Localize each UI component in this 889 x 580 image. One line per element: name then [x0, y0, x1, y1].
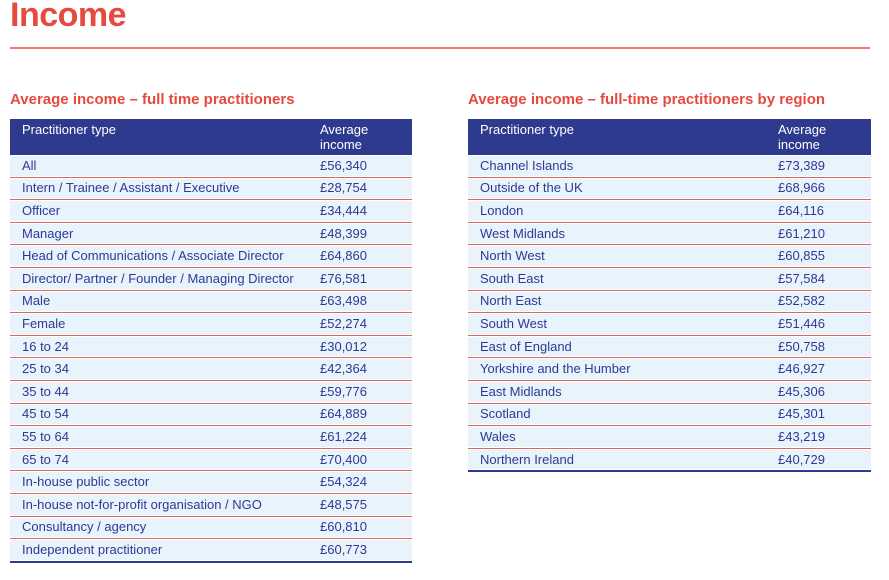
- row-practitioner-type: All: [22, 157, 37, 173]
- row-practitioner-type: In-house not-for-profit organisation / NGO: [22, 496, 262, 512]
- row-average-income: £28,754: [320, 180, 367, 196]
- row-practitioner-type: Independent practitioner: [22, 541, 163, 557]
- row-average-income: £54,324: [320, 474, 367, 490]
- table-row: [10, 199, 412, 222]
- row-average-income: £64,116: [778, 202, 825, 218]
- table-row: [10, 448, 412, 471]
- row-average-income: £60,810: [320, 519, 367, 535]
- table-row: [10, 403, 412, 426]
- table-row: [10, 267, 412, 290]
- row-practitioner-type: Scotland: [480, 406, 531, 422]
- row-practitioner-type: North West: [480, 248, 545, 264]
- row-practitioner-type: Outside of the UK: [480, 180, 583, 196]
- row-practitioner-type: Intern / Trainee / Assistant / Executive: [22, 180, 240, 196]
- table-row: [10, 425, 412, 448]
- table-row: [10, 538, 412, 561]
- row-practitioner-type: Head of Communications / Associate Director: [22, 248, 284, 264]
- row-average-income: £64,860: [320, 248, 367, 264]
- row-practitioner-type: 35 to 44: [22, 383, 69, 399]
- table-row: [10, 470, 412, 493]
- row-average-income: £68,966: [778, 180, 825, 196]
- row-practitioner-type: Manager: [22, 225, 74, 241]
- income-table-by-region: [468, 119, 871, 472]
- row-average-income: £70,400: [320, 451, 367, 467]
- row-average-income: £76,581: [320, 270, 367, 286]
- row-average-income: £64,889: [320, 406, 367, 422]
- row-average-income: £48,575: [320, 496, 367, 512]
- row-practitioner-type: In-house public sector: [22, 474, 150, 490]
- table-row: [468, 290, 871, 313]
- row-average-income: £48,399: [320, 225, 367, 241]
- table-row: [10, 177, 412, 200]
- income-table-practitioners: [10, 119, 412, 563]
- table-row: [10, 312, 412, 335]
- row-practitioner-type: South East: [480, 270, 544, 286]
- page-title: Income: [10, 0, 127, 34]
- table-row: [10, 493, 412, 516]
- row-practitioner-type: Officer: [22, 202, 61, 218]
- table-row: [468, 177, 871, 200]
- table-row: [10, 335, 412, 358]
- table-row: [468, 155, 871, 177]
- row-average-income: £45,301: [778, 406, 825, 422]
- row-practitioner-type: 55 to 64: [22, 428, 69, 444]
- section-practitioners-by-region: [468, 92, 871, 472]
- table-row: [10, 155, 412, 177]
- column-header-average-income: Average income: [320, 122, 369, 152]
- row-practitioner-type: Male: [22, 293, 51, 309]
- row-average-income: £52,274: [320, 315, 367, 331]
- table-row: [468, 244, 871, 267]
- table-row: [10, 222, 412, 245]
- row-average-income: £63,498: [320, 293, 367, 309]
- table-row: [10, 516, 412, 539]
- row-practitioner-type: 65 to 74: [22, 451, 69, 467]
- row-average-income: £34,444: [320, 202, 367, 218]
- table-row: [468, 357, 871, 380]
- row-practitioner-type: South West: [480, 315, 547, 331]
- row-average-income: £52,582: [778, 293, 825, 309]
- table-row: [468, 425, 871, 448]
- section-title-practitioners: Average income – full time practitioners: [10, 91, 295, 108]
- row-practitioner-type: Channel Islands: [480, 157, 574, 173]
- row-practitioner-type: Northern Ireland: [480, 451, 574, 467]
- table-row: [10, 357, 412, 380]
- row-average-income: £51,446: [778, 315, 825, 331]
- table-row: [10, 244, 412, 267]
- row-practitioner-type: Female: [22, 315, 66, 331]
- row-average-income: £59,776: [320, 383, 367, 399]
- row-average-income: £45,306: [778, 383, 825, 399]
- row-average-income: £61,224: [320, 428, 367, 444]
- table-row: [10, 380, 412, 403]
- row-practitioner-type: Wales: [480, 428, 516, 444]
- row-average-income: £57,584: [778, 270, 825, 286]
- column-header-average-income: Average income: [778, 122, 827, 152]
- row-practitioner-type: East Midlands: [480, 383, 562, 399]
- table-body: [468, 155, 871, 470]
- row-practitioner-type: 45 to 54: [22, 406, 69, 422]
- row-practitioner-type: North East: [480, 293, 542, 309]
- row-practitioner-type: Yorkshire and the Humber: [480, 361, 631, 377]
- table-row: [468, 448, 871, 471]
- row-practitioner-type: West Midlands: [480, 225, 566, 241]
- row-practitioner-type: 25 to 34: [22, 361, 69, 377]
- table-row: [468, 312, 871, 335]
- row-average-income: £60,773: [320, 541, 367, 557]
- table-row: [468, 199, 871, 222]
- section-full-time-practitioners: [10, 92, 412, 563]
- table-row: [10, 290, 412, 313]
- row-practitioner-type: Consultancy / agency: [22, 519, 147, 535]
- row-average-income: £50,758: [778, 338, 825, 354]
- table-row: [468, 335, 871, 358]
- row-practitioner-type: Director/ Partner / Founder / Managing Director: [22, 270, 294, 286]
- table-row: [468, 380, 871, 403]
- table-header: [468, 119, 871, 155]
- table-row: [468, 222, 871, 245]
- row-average-income: £42,364: [320, 361, 367, 377]
- column-header-practitioner-type: Practitioner type: [480, 122, 574, 137]
- row-average-income: £30,012: [320, 338, 367, 354]
- row-practitioner-type: East of England: [480, 338, 572, 354]
- row-average-income: £56,340: [320, 157, 367, 173]
- row-practitioner-type: 16 to 24: [22, 338, 69, 354]
- row-average-income: £43,219: [778, 428, 825, 444]
- row-practitioner-type: London: [480, 202, 524, 218]
- row-average-income: £46,927: [778, 361, 825, 377]
- table-body: [10, 155, 412, 561]
- row-average-income: £60,855: [778, 248, 825, 264]
- section-title-by-region: Average income – full-time practitioners by region: [468, 91, 826, 108]
- row-average-income: £40,729: [778, 451, 825, 467]
- column-header-practitioner-type: Practitioner type: [22, 122, 116, 137]
- table-row: [468, 403, 871, 426]
- row-average-income: £61,210: [778, 225, 825, 241]
- table-row: [468, 267, 871, 290]
- table-header: [10, 119, 412, 155]
- title-rule: [10, 47, 870, 49]
- row-average-income: £73,389: [778, 157, 825, 173]
